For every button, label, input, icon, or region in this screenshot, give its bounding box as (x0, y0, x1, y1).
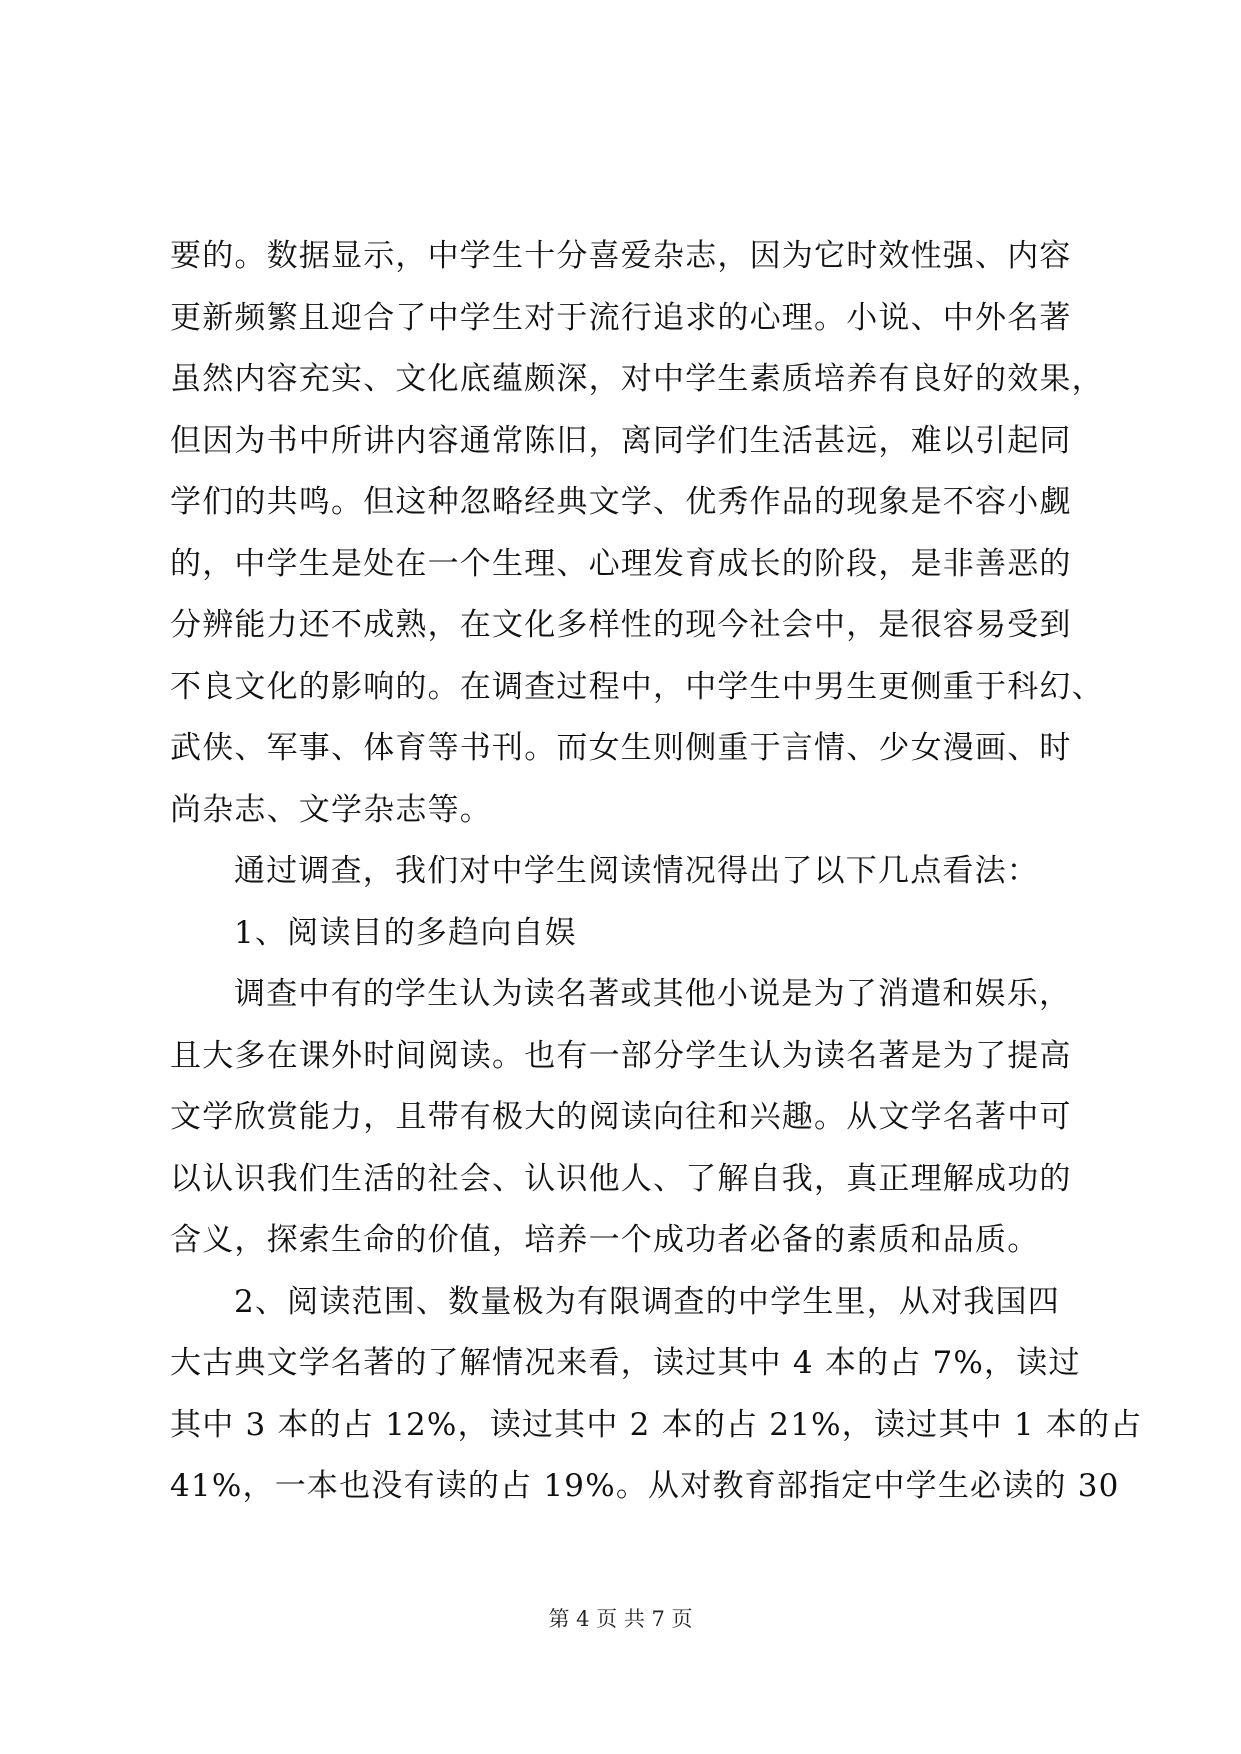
text-line: 的，中学生是处在一个生理、心理发育成长的阶段，是非善恶的 (170, 545, 1072, 582)
text-line: 虽然内容充实、文化底蕴颇深，对中学生素质培养有良好的效果， (170, 361, 1104, 397)
section-heading: 2、阅读范围、数量极为有限调查的中学生里，从对我国四 (234, 1283, 1060, 1320)
text-line: 文学欣赏能力，且带有极大的阅读向往和兴趣。从文学名著中可 (170, 1099, 1072, 1135)
page-number-label: 第 4 页 共 7 页 (548, 1607, 693, 1631)
text-line: 大古典文学名著的了解情况来看，读过其中 4 本的占 7%，读过 (170, 1345, 1081, 1381)
text-line: 尚杂志、文学杂志等。 (170, 791, 492, 828)
paragraph-first-line: 调查中有的学生认为读名著或其他小说是为了消遣和娱乐， (234, 976, 1072, 1012)
text-line: 以认识我们生活的社会、认识他人、了解自我，真正理解成功的 (170, 1160, 1072, 1197)
paragraph-first-line: 通过调查，我们对中学生阅读情况得出了以下几点看法： (234, 853, 1039, 889)
text-line: 要的。数据显示，中学生十分喜爱杂志，因为它时效性强、内容 (170, 238, 1072, 274)
text-line: 但因为书中所讲内容通常陈旧，离同学们生活甚远，难以引起同 (170, 422, 1072, 459)
text-line: 不良文化的影响的。在调查过程中，中学生中男生更侧重于科幻、 (170, 668, 1104, 705)
section-heading: 1、阅读目的多趋向自娱 (234, 914, 577, 951)
document-body (170, 226, 1143, 1518)
text-line: 含义，探索生命的价值，培养一个成功者必备的素质和品质。 (170, 1222, 1040, 1258)
page-footer (0, 1605, 1241, 1633)
text-line: 41%，一本也没有读的占 19%。从对教育部指定中学生必读的 30 (170, 1468, 1120, 1504)
text-line: 学们的共鸣。但这种忽略经典文学、优秀作品的现象是不容小觑 (170, 484, 1072, 520)
text-line: 且大多在课外时间阅读。也有一部分学生认为读名著是为了提高 (170, 1037, 1072, 1074)
text-line: 武侠、军事、体育等书刊。而女生则侧重于言情、少女漫画、时 (170, 730, 1072, 766)
text-line: 其中 3 本的占 12%，读过其中 2 本的占 21%，读过其中 1 本的占 (170, 1406, 1143, 1443)
text-line: 分辨能力还不成熟，在文化多样性的现今社会中，是很容易受到 (170, 607, 1072, 643)
text-line: 更新频繁且迎合了中学生对于流行追求的心理。小说、中外名著 (170, 299, 1072, 336)
